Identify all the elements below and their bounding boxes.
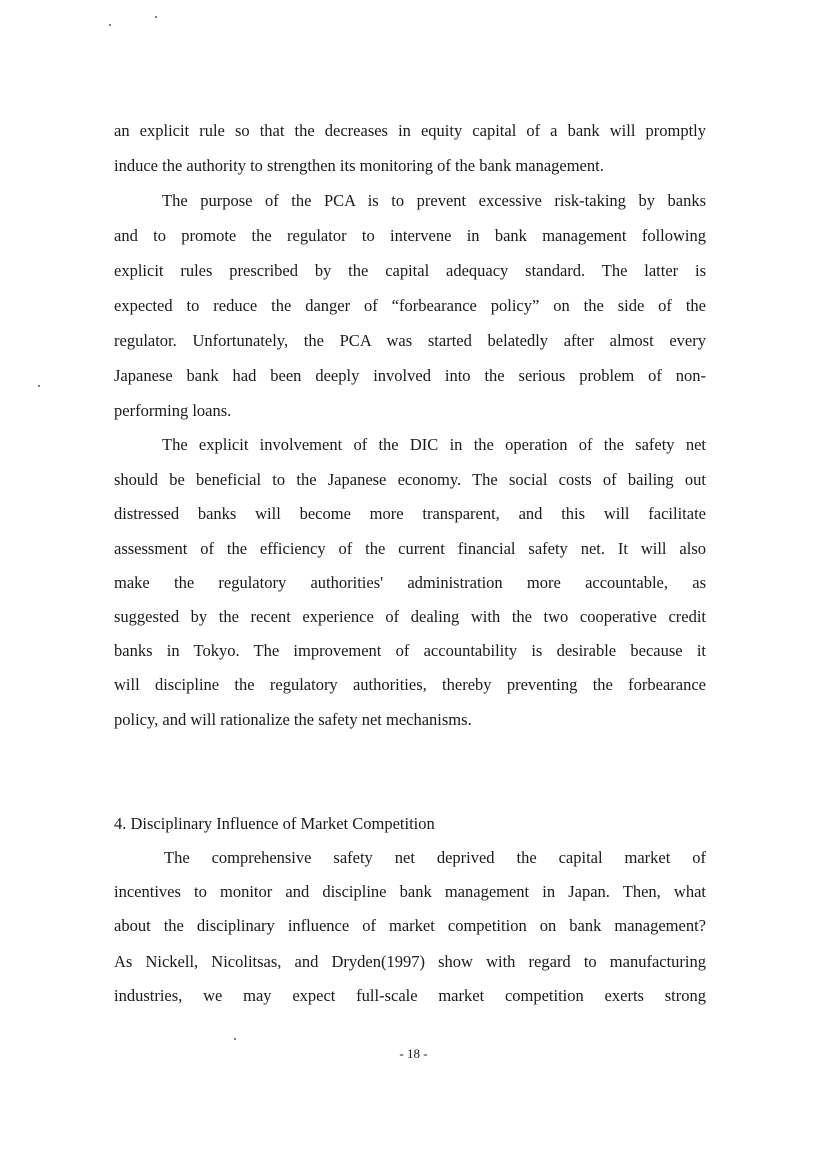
text-line: regulator. Unfortunately, the PCA was started belatedly after almost every — [114, 331, 706, 350]
text-line: The explicit involvement of the DIC in the operation of the safety net — [162, 435, 706, 454]
text-line: suggested by the recent experience of dealing with the two cooperative credit — [114, 607, 706, 626]
text-line: distressed banks will become more transparent, and this will facilitate — [114, 504, 706, 523]
text-line: make the regulatory authorities' administration more accountable, as — [114, 573, 706, 592]
text-line: As Nickell, Nicolitsas, and Dryden(1997) show with regard to manufacturing — [114, 952, 706, 971]
page-number: - 18 - — [399, 1046, 428, 1061]
scan-speck — [109, 24, 111, 26]
text-line: assessment of the efficiency of the current financial safety net. It will also — [114, 539, 706, 558]
text-line: The comprehensive safety net deprived the capital market of — [164, 848, 706, 867]
text-line: expected to reduce the danger of “forbearance policy” on the side of the — [114, 296, 706, 315]
text-line: industries, we may expect full-scale market competition exerts strong — [114, 986, 706, 1005]
scan-speck — [234, 1038, 236, 1040]
text-line: about the disciplinary influence of market competition on bank management? — [114, 916, 706, 935]
text-line: induce the authority to strengthen its monitoring of the bank management. — [114, 156, 604, 175]
text-line: performing loans. — [114, 401, 232, 420]
scan-speck — [38, 385, 40, 387]
text-line: banks in Tokyo. The improvement of accountability is desirable because it — [114, 641, 706, 660]
text-line: explicit rules prescribed by the capital adequacy standard. The latter is — [114, 261, 706, 280]
text-line: The purpose of the PCA is to prevent excessive risk-taking by banks — [162, 191, 706, 210]
scan-speck — [155, 16, 157, 18]
section-heading: 4. Disciplinary Influence of Market Competition — [114, 814, 435, 833]
text-line: and to promote the regulator to intervene in bank management following — [114, 226, 706, 245]
text-line: an explicit rule so that the decreases in equity capital of a bank will promptly — [114, 121, 706, 140]
text-line: Japanese bank had been deeply involved into the serious problem of non- — [114, 366, 706, 385]
text-line: policy, and will rationalize the safety net mechanisms. — [114, 710, 472, 729]
text-line: should be beneficial to the Japanese economy. The social costs of bailing out — [114, 470, 706, 489]
text-line: incentives to monitor and discipline bank management in Japan. Then, what — [114, 882, 706, 901]
text-line: will discipline the regulatory authorities, thereby preventing the forbearance — [114, 675, 706, 694]
